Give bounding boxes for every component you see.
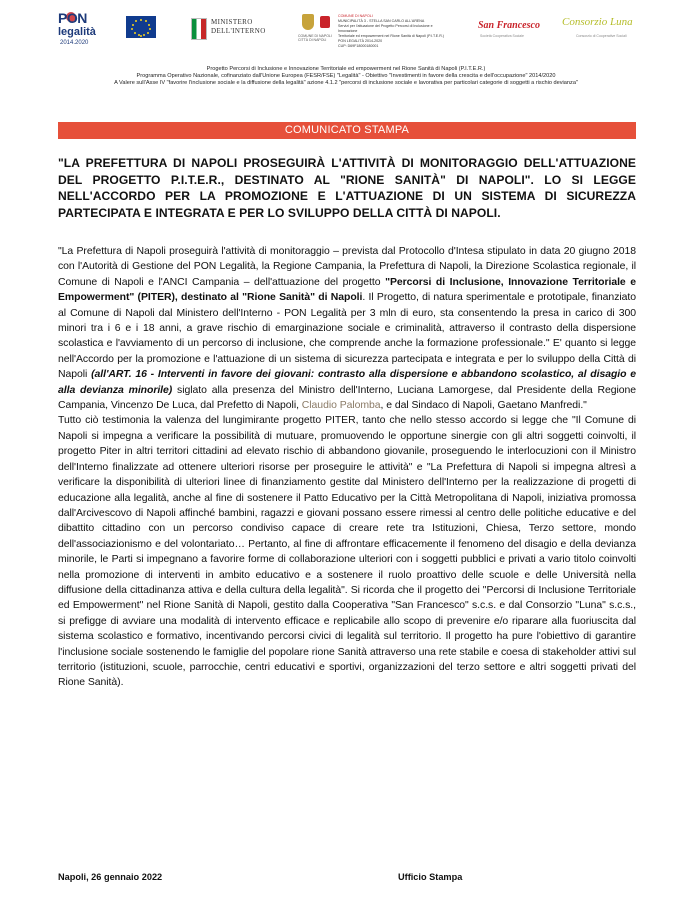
pon-legalita-logo <box>58 10 112 54</box>
p1-text-a: "La Prefettura di Napoli proseguirà l'attività di monitoraggio – prevista dal Protocollo d'Intesa stipulato in data 20 giugno 2018 con l'Autorità di Gestione del PON Legalità, la Regione Campania, la Prefettura di Napoli, la Direzione Scolastica regionale, il Comune di Napoli e l'ANCI Campania – dell'attuazione del progetto <box>58 246 636 288</box>
municipality-emblem-icon <box>320 16 330 28</box>
napoli-line: COMUNE DI NAPOLI <box>338 14 373 18</box>
tricolore-icon <box>191 18 207 40</box>
eu-flag-icon <box>126 16 156 38</box>
napoli-line: CUP: D69F18000180001 <box>338 44 379 48</box>
p1-italic-article: (all'ART. 16 - Interventi in favore dei giovani: contrasto alla dispersione e abbandono scolastico, al disagio e alla devianza minorile) <box>58 369 636 396</box>
headline: "LA PREFETTURA DI NAPOLI PROSEGUIRÀ L'ATTIVITÀ DI MONITORAGGIO DELL'ATTUAZIONE DEL PROGETTO P.I.T.E.R., DESTINATO AL "RIONE SANITÀ" DI NAPOLI". LO SI LEGGE NELL'ACCORDO PER LA PROMOZIONE E L'ATTUAZIONE DI UN SISTEMA DI SICUREZZA PARTECIPATA E INTEGRATA E PER LO SVILUPPO DELLA CITTÀ DI NAPOLI. <box>58 156 636 220</box>
p1-text-d: siglato alla presenza del Ministro dell'Interno, Luciana Lamorgese, dal Presidente della Regione Campania, Vincenzo De Luca, dal Prefetto di Napoli, <box>58 384 636 412</box>
p1-highlight-prefetto: Claudio Palomba <box>301 400 381 412</box>
p1-text-e: , e dal Sindaco di Napoli, Gaetano Manfredi." <box>380 400 587 412</box>
ministero-line1: MINISTERO <box>211 18 253 26</box>
footer-office: Ufficio Stampa <box>398 872 463 882</box>
pon-subtitle: legalità <box>58 26 96 38</box>
programme-line: Programma Operativo Nazionale, cofinanziato dall'Unione Europea (FESR/FSE) "Legalità" - Obiettivo "Investimenti in favore della crescita e dell'occupazione" 2014/2020 <box>136 73 556 80</box>
paragraph-2: Tutto ciò testimonia la valenza del lungimirante progetto PITER, tanto che nello stesso accordo si legge che "Il Comune di Napoli si impegna a verificare la possibilità di mutuare, promuovendo le opportune sinergie con gli altri soggetti coinvolti, il progetto Piter in altri territori cittadini ad elevato rischio di abbandono giovanile, proseguendo le interlocuzioni con il Ministro dell'Interno finalizzate ad ottenere ulteriori risorse per proseguire le attività" e "La Prefettura di Napoli si impegna altresì a verificare la disponibilità di ulteriori linee di finanziamento gestite dal Ministero dell'Interno per la realizzazione di progetti di educazione alla legalità, anche al fine di sostenere il Patto Educativo per la Città Metropolitana di Napoli, iniziativa promossa dall'Arcivescovo di Napoli affinché bambini, ragazzi e giovani possano essere rimessi al centro delle politiche educative e del dibattito cittadino con un percorso condiviso capace di creare rete tra Istituzioni, Chiesa, Terzo settore, mondo dell'associazionismo e del volontariato… Pertanto, al fine di affrontare efficacemente il fenomeno del disagio e della devianza minorile, le Parti si impegnano a favorire forme di collaborazione ulteriori con i soggetti pubblici e privati a vario titolo coinvolti nella promozione di interventi in ambito educativo e a sostenere il ruolo proattivo delle scuole e delle Università nella diffusione della cittadinanza attiva e della cultura della legalità". Si ricorda che il progetto dei "Percorsi di Inclusione Territoriale ed Empowerment" nel Rione Sanità di Napoli, gestito dalla Cooperativa "San Francesco" s.c.s. e dal Consorzio "Luna" s.c.s., si prefigge di avviare una modalità di intervento efficace e replicabile allo scopo di prevenire e/o riparare alla fuoriuscita dal sistema scolastico e formativo, incentivando percorsi civici di legalità sul territorio. Il progetto ha pure l'obiettivo di garantire l'inclusione sociale sostenendo le famiglie del popolare rione Sanità attraverso una rete stabile e coesa di stakeholder attivi sul territorio (istituzioni, scuole, parrocchie, centri educativi e sportivi, organizzazioni del terzo settore e altri soggetti privati del Rione Sanità). <box>58 415 636 689</box>
ministero-interno-logo <box>191 10 291 54</box>
luna-subtitle: Consorzio di Cooperative Sociali <box>576 34 627 38</box>
logo-strip <box>48 10 648 54</box>
ministero-line2: DELL'INTERNO <box>211 27 266 35</box>
pon-years: 2014.2020 <box>60 40 89 46</box>
napoli-line: PON LEGALITÀ 2014-2020 <box>338 39 383 43</box>
consorzio-luna-logo <box>558 10 638 54</box>
p1-bold-project: "Percorsi di Inclusione, Innovazione Territoriale e Empowerment" (PITER), destinato al "Rione Sanità" di Napoli <box>58 276 637 304</box>
eu-flag-logo <box>126 10 160 54</box>
napoli-emblem-icon <box>302 14 314 30</box>
p1-text-c: . Il Progetto, di natura sperimentale e prototipale, finanziato al Comune di Napoli dal Ministero dell'Interno - PON Legalità per 3 mln di euro, sta consentendo la presa in carico di 300 minori tra i 6 e i 18 anni, a grave rischio di emarginazione sociale e criminalità, attraverso il contrasto della dispersione scolastica e l'avviamento di un percorso di inclusione, che comprende anche la formazione professionale." E' quanto si legge nell'Accordo per la promozione e l'attuazione di un sistema di sicurezza partecipata e integrata e per lo sviluppo della Città di Napoli <box>58 292 636 381</box>
napoli-line: MUNICIPALITÀ 3 - STELLA SAN CARLO ALL'ARENA <box>338 19 425 23</box>
napoli-line: Servizi per l'attuazione del Progetto Percorsi di Inclusione e Innovazione <box>338 24 433 33</box>
comune-napoli-logo <box>298 10 448 54</box>
programme-line: A Valere sull'Asse IV "favorire l'inclusione sociale e la diffusione della legalità" azione 4.1.2 "percorsi di inclusione sociale e lavorativa per particolari categorie di soggetti a rischio devianza" <box>114 80 578 87</box>
san-francesco-logo <box>478 10 548 54</box>
napoli-caption: COMUNE DI NAPOLI CITTÀ DI NAPOLI <box>298 34 332 42</box>
ministero-text <box>211 18 266 36</box>
footer-date: Napoli, 26 gennaio 2022 <box>58 872 163 882</box>
napoli-text-block <box>338 14 448 49</box>
san-francesco-text: San Francesco <box>478 20 540 31</box>
pon-title: PON <box>58 10 87 26</box>
article-body <box>58 244 636 691</box>
paragraph-1 <box>58 244 636 413</box>
press-release-banner: COMUNICATO STAMPA <box>58 122 636 139</box>
san-francesco-subtitle: Società Cooperativa Sociale <box>480 34 524 38</box>
luna-text: Consorzio Luna <box>562 16 633 28</box>
napoli-line: Territoriale ed empowerment nel Rione Sanità di Napoli (P.I.T.E.R.) <box>338 34 444 38</box>
programme-header <box>0 66 692 88</box>
programme-line: Progetto Percorsi di Inclusione e Innovazione Territoriale ed empowerment nel Rione Sanità di Napoli (P.I.T.E.R.) <box>206 66 486 72</box>
